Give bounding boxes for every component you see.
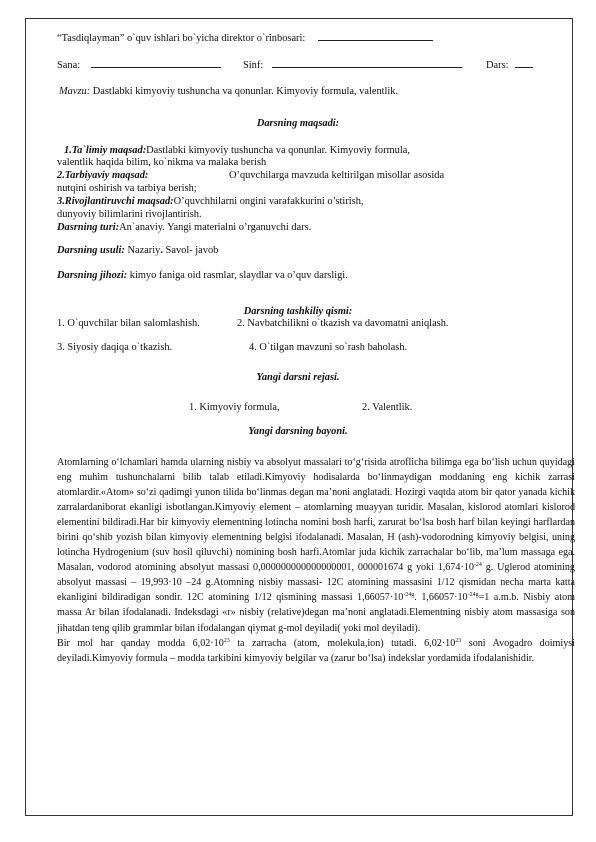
lesson-line xyxy=(486,58,533,72)
date-line xyxy=(57,58,221,72)
organization-item-2: 2. Navbatchilikni o`tkazish va davomatni aniqlash. xyxy=(237,318,449,329)
lesson-type-label: Dasrning turi: xyxy=(57,222,120,233)
equipment-label: Darsning jihozi: xyxy=(57,270,128,281)
goal-educational xyxy=(64,145,410,157)
lesson-label: Dars: xyxy=(486,60,509,71)
lesson-blank xyxy=(515,58,533,68)
organization-heading: Darsning tashkiliy qismi: xyxy=(243,306,353,317)
exponent: -24 xyxy=(467,592,476,599)
exponent-unit: g xyxy=(475,592,479,599)
organization-item-4: 4. O`tilgan mavzuni so`rash baholash. xyxy=(249,342,408,353)
goal-developmental-text-2: dunyoviy bilimlarini rivojlantirish. xyxy=(57,209,202,220)
lesson-method-sep: . xyxy=(160,245,163,256)
goal-educational-text: Dastlabki kimyoviy tushuncha va qonunlar. Kimyoviy formula, xyxy=(146,145,410,156)
exponent-unit: g xyxy=(411,592,415,599)
lesson-method xyxy=(57,245,218,257)
plan-item-2: 2. Valentlik. xyxy=(362,402,413,413)
goal-developmental xyxy=(57,196,364,208)
approval-label: “Tasdiqlayman” o`quv ishlari bo`yicha direktor o`rinbosari: xyxy=(57,33,306,44)
explanation-body xyxy=(57,455,575,666)
topic-line xyxy=(59,86,398,98)
topic-text: Dastlabki kimyoviy tushuncha va qonunlar. Kimyoviy formula, valentlik. xyxy=(90,86,399,97)
lesson-type xyxy=(57,222,311,234)
lesson-method-label: Darsning usuli: xyxy=(57,245,125,256)
lesson-method-text: Nazariy xyxy=(124,245,161,256)
date-label: Sana: xyxy=(57,60,81,71)
explanation-paragraph-1: Atomlarning o‘lchamlari hamda ularning nisbiy va absolyut massalari to‘g‘risida atroflicha bilimga ega bo‘lish uchun quyidagi eng muhim tushunchalarni bilib talab etiladi.Kimyoviy hodisalarda bo‘linmaydigan moddaning eng kichik zarrasi atomlardir.«Atom» so‘zi qadimgi yunon tilida bo‘linmas degan ma’noni anglatadi. Hozirgi vaqtda atom bir qator yanada kichik zarralardaniborat ekanligi isbotlangan.Kimyoviy element – atomlarning muayyan turidir. Masalan, kislorod atomlari kislorod elementini bildiradi.Har bir kimyoviy elementning lotincha nomini bosh harfi, zarurat bo‘lsa bosh harf bilan keyingi harflardan birini qo‘shib yozish bilan kimyoviy elementning belgisi ifodalanadi. Masalan, H (ash)-vodorodning kimyoviy belgisi, uning lotincha Hydrogenium (suv hosil qiluvchi) nomining bosh harfi.Atomlar juda kichik zarrachalar bo‘lib, ma’lum massaga ega. Masalan, vodorod atomining absolyut massasi 0,000000000000000001, 000001674 g yoki $1,674\cdot 10^{-24}$ g. Uglerod atomining absolyut massasi – 19,993·10 –24 g.Atomning nisbiy massasi- 12C atomining massasini 1/12 qismidan necha marta katta ekanligini bildiradigan sondir. 12C atomining 1/12 qismining massasi $1,66057\cdot 10^{-24g}$. $1,66057\cdot 10^{-24g}=1$ a.m.b. Nisbiy atom massa Ar bilan ifodalanadi. Indeksdagi «r» nisbiy (relative)degan ma’noni anglatadi.Elementning nisbiy atom massasiga son jihatdan teng qilib grammlar bilan ifodalangan qiymat g-mol deyiladi( yoki mol deyiladi). xyxy=(57,457,575,634)
goal-upbringing-text-2: nutqini oshirish va tarbiya berish; xyxy=(57,183,197,194)
explanation-paragraph-2: Bir mol har qanday modda $6,02\cdot 10^{23}$ ta zarracha (atom, molekula,ion) tutadi. $6,02\cdot 10^{23}$ soni Avogadro doimiysi deyiladi.Kimyoviy formula – modda tarkibini kimyoviy belgilar va (zarur bo‘lsa) indekslar yordamida ifodalanishidir. xyxy=(57,637,575,664)
exponent: 23 xyxy=(455,637,462,644)
goal-developmental-text: O’quvchhilarni ongini varafakkurini o’stirish, xyxy=(173,196,364,207)
goal-developmental-label: 3.Rivojlantiruvchi maqsad: xyxy=(57,196,174,207)
lesson-method-text-2: Savol- javob xyxy=(162,245,219,256)
equipment xyxy=(57,270,348,282)
approval-line xyxy=(57,31,433,45)
date-blank xyxy=(91,58,221,68)
goal-upbringing-label: 2.Tarbiyaviy maqsad: xyxy=(57,170,149,181)
class-blank xyxy=(272,58,462,68)
class-label: Sinf: xyxy=(243,60,264,71)
goal-educational-label: 1.Ta`limiy maqsad: xyxy=(64,145,147,156)
equipment-text: kimyo faniga oid rasmlar, slaydlar va o’quv darsligi. xyxy=(127,270,348,281)
lesson-type-text: An`anaviy. Yangi materialni o’rganuvchi dars. xyxy=(119,222,312,233)
page-border xyxy=(25,18,573,816)
topic-label: Mavzu: xyxy=(59,86,91,97)
exponent: -24 xyxy=(403,592,412,599)
goals-heading: Darsning maqsadi: xyxy=(256,118,340,129)
exponent: -24 xyxy=(473,562,482,569)
approval-blank xyxy=(318,31,433,41)
goal-educational-text-2: valentlik haqida bilim, ko`nikma va malaka berish xyxy=(57,157,267,168)
plan-item-1: 1. Kimyoviy formula, xyxy=(189,402,280,413)
organization-item-1: 1. O`quvchilar bilan salomlashish. xyxy=(57,318,200,329)
class-line xyxy=(243,58,462,72)
exponent: 23 xyxy=(223,637,230,644)
goal-upbringing-text: O’quvchilarga mavzuda keltirilgan misollar asosida xyxy=(229,170,445,181)
plan-heading: Yangi darsni rejasi. xyxy=(256,372,340,383)
organization-item-3: 3. Siyosiy daqiqa o`tkazish. xyxy=(57,342,173,353)
explanation-heading: Yangi darsning bayoni. xyxy=(248,426,348,437)
